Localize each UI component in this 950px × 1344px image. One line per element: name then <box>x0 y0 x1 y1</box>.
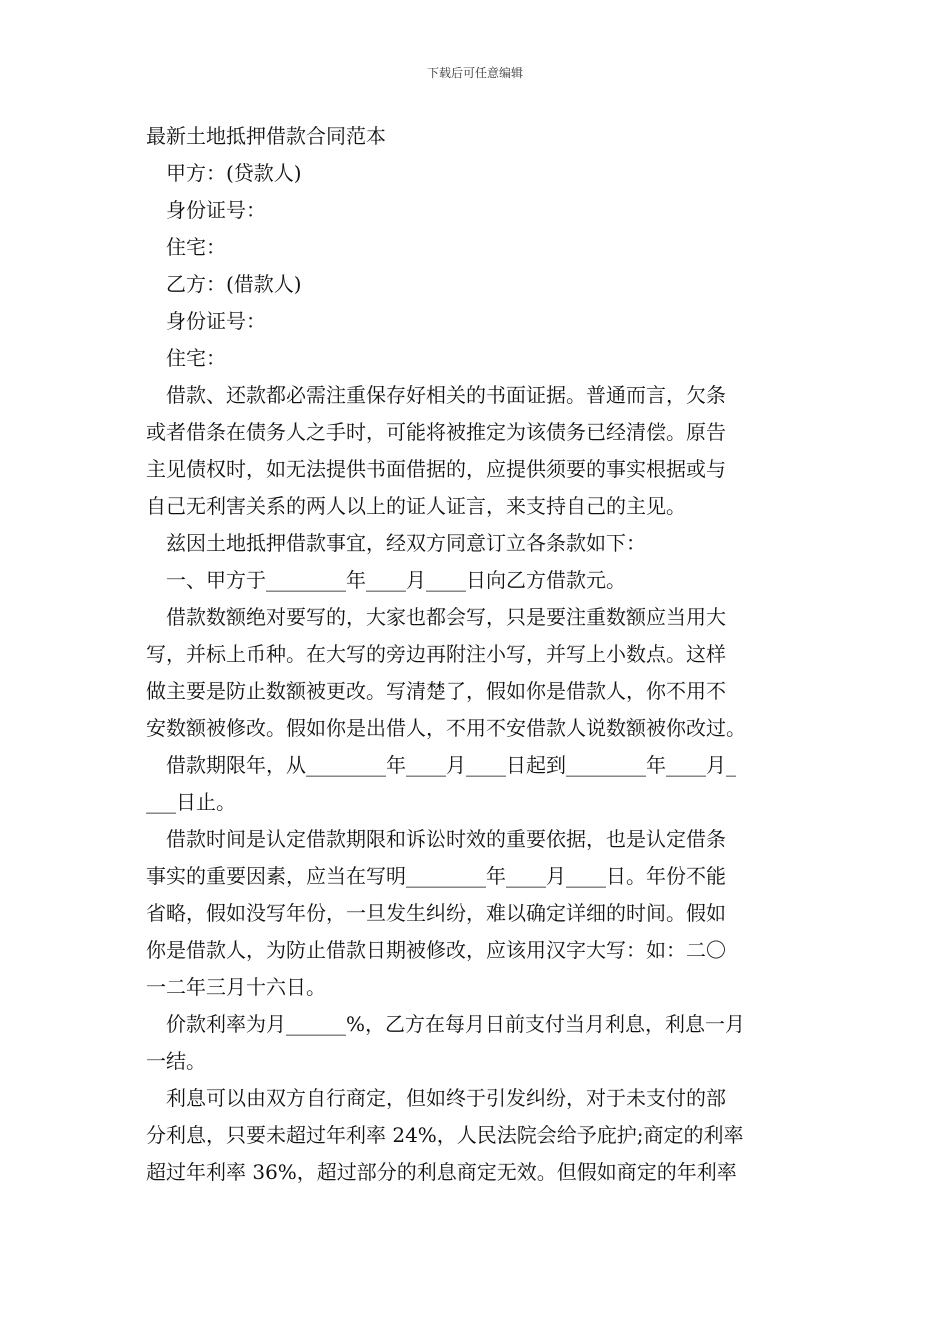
paragraph-amount: 借款数额绝对要写的，大家也都会写，只是要注重数额应当用大 写，并标上币种。在大写的旁边再附注小写，并写上小数点。这样 做主要是防止数额被更改。写清楚了，假如你是借款人，你不用不 安数额被修改。假如你是出借人，不用不安借款人说数额被你改过。 <box>146 605 746 740</box>
party-a-label: 甲方：(贷款人) <box>166 161 302 185</box>
clause-1: 一、甲方于________年____月____日向乙方借款元。 <box>166 568 626 592</box>
paragraph-time: 借款时间是认定借款期限和诉讼时效的重要依据，也是认定借条 事实的重要因素，应当在写明________年____月____日。年份不能 省略，假如没写年份，一旦发生纠纷，难以确定详细的时间。假如 你是借款人，为防止借款日期被修改，应该用汉字大写：如：二〇 一二年三月十六日。 <box>146 827 726 999</box>
party-b-address-field: 住宅： <box>166 346 226 370</box>
paragraph-term: 借款期限年，从________年____月____日起到________年____月_ ___日止。 <box>146 753 736 814</box>
contract-document <box>146 118 808 1191</box>
document-title: 最新土地抵押借款合同范本 <box>146 124 386 148</box>
paragraph-rate: 价款利率为月______%，乙方在每月日前支付当月利息，利息一月 一结。 <box>146 1012 746 1073</box>
paragraph-intro: 兹因土地抵押借款事宜，经双方同意订立各条款如下： <box>166 531 646 555</box>
paragraph-interest: 利息可以由双方自行商定，但如终于引发纠纷，对于未支付的部 分利息，只要未超过年利率 24%，人民法院会给予庇护;商定的利率 超过年利率 36%，超过部分的利息商定无效。但假如商定的年利率 <box>146 1086 744 1184</box>
party-b-id-field: 身份证号： <box>166 309 266 333</box>
party-a-id-field: 身份证号： <box>166 198 266 222</box>
party-b-label: 乙方：(借款人) <box>166 272 302 296</box>
party-a-address-field: 住宅： <box>166 235 226 259</box>
paragraph-evidence: 借款、还款都必需注重保存好相关的书面证据。普通而言，欠条 或者借条在债务人之手时，可能将被推定为该债务已经清偿。原告 主见债权时，如无法提供书面借据的，应提供须要的事实根据或与 自己无利害关系的两人以上的证人证言，来支持自己的主见。 <box>146 383 726 518</box>
page-header-note: 下载后可任意编辑 <box>426 66 523 80</box>
